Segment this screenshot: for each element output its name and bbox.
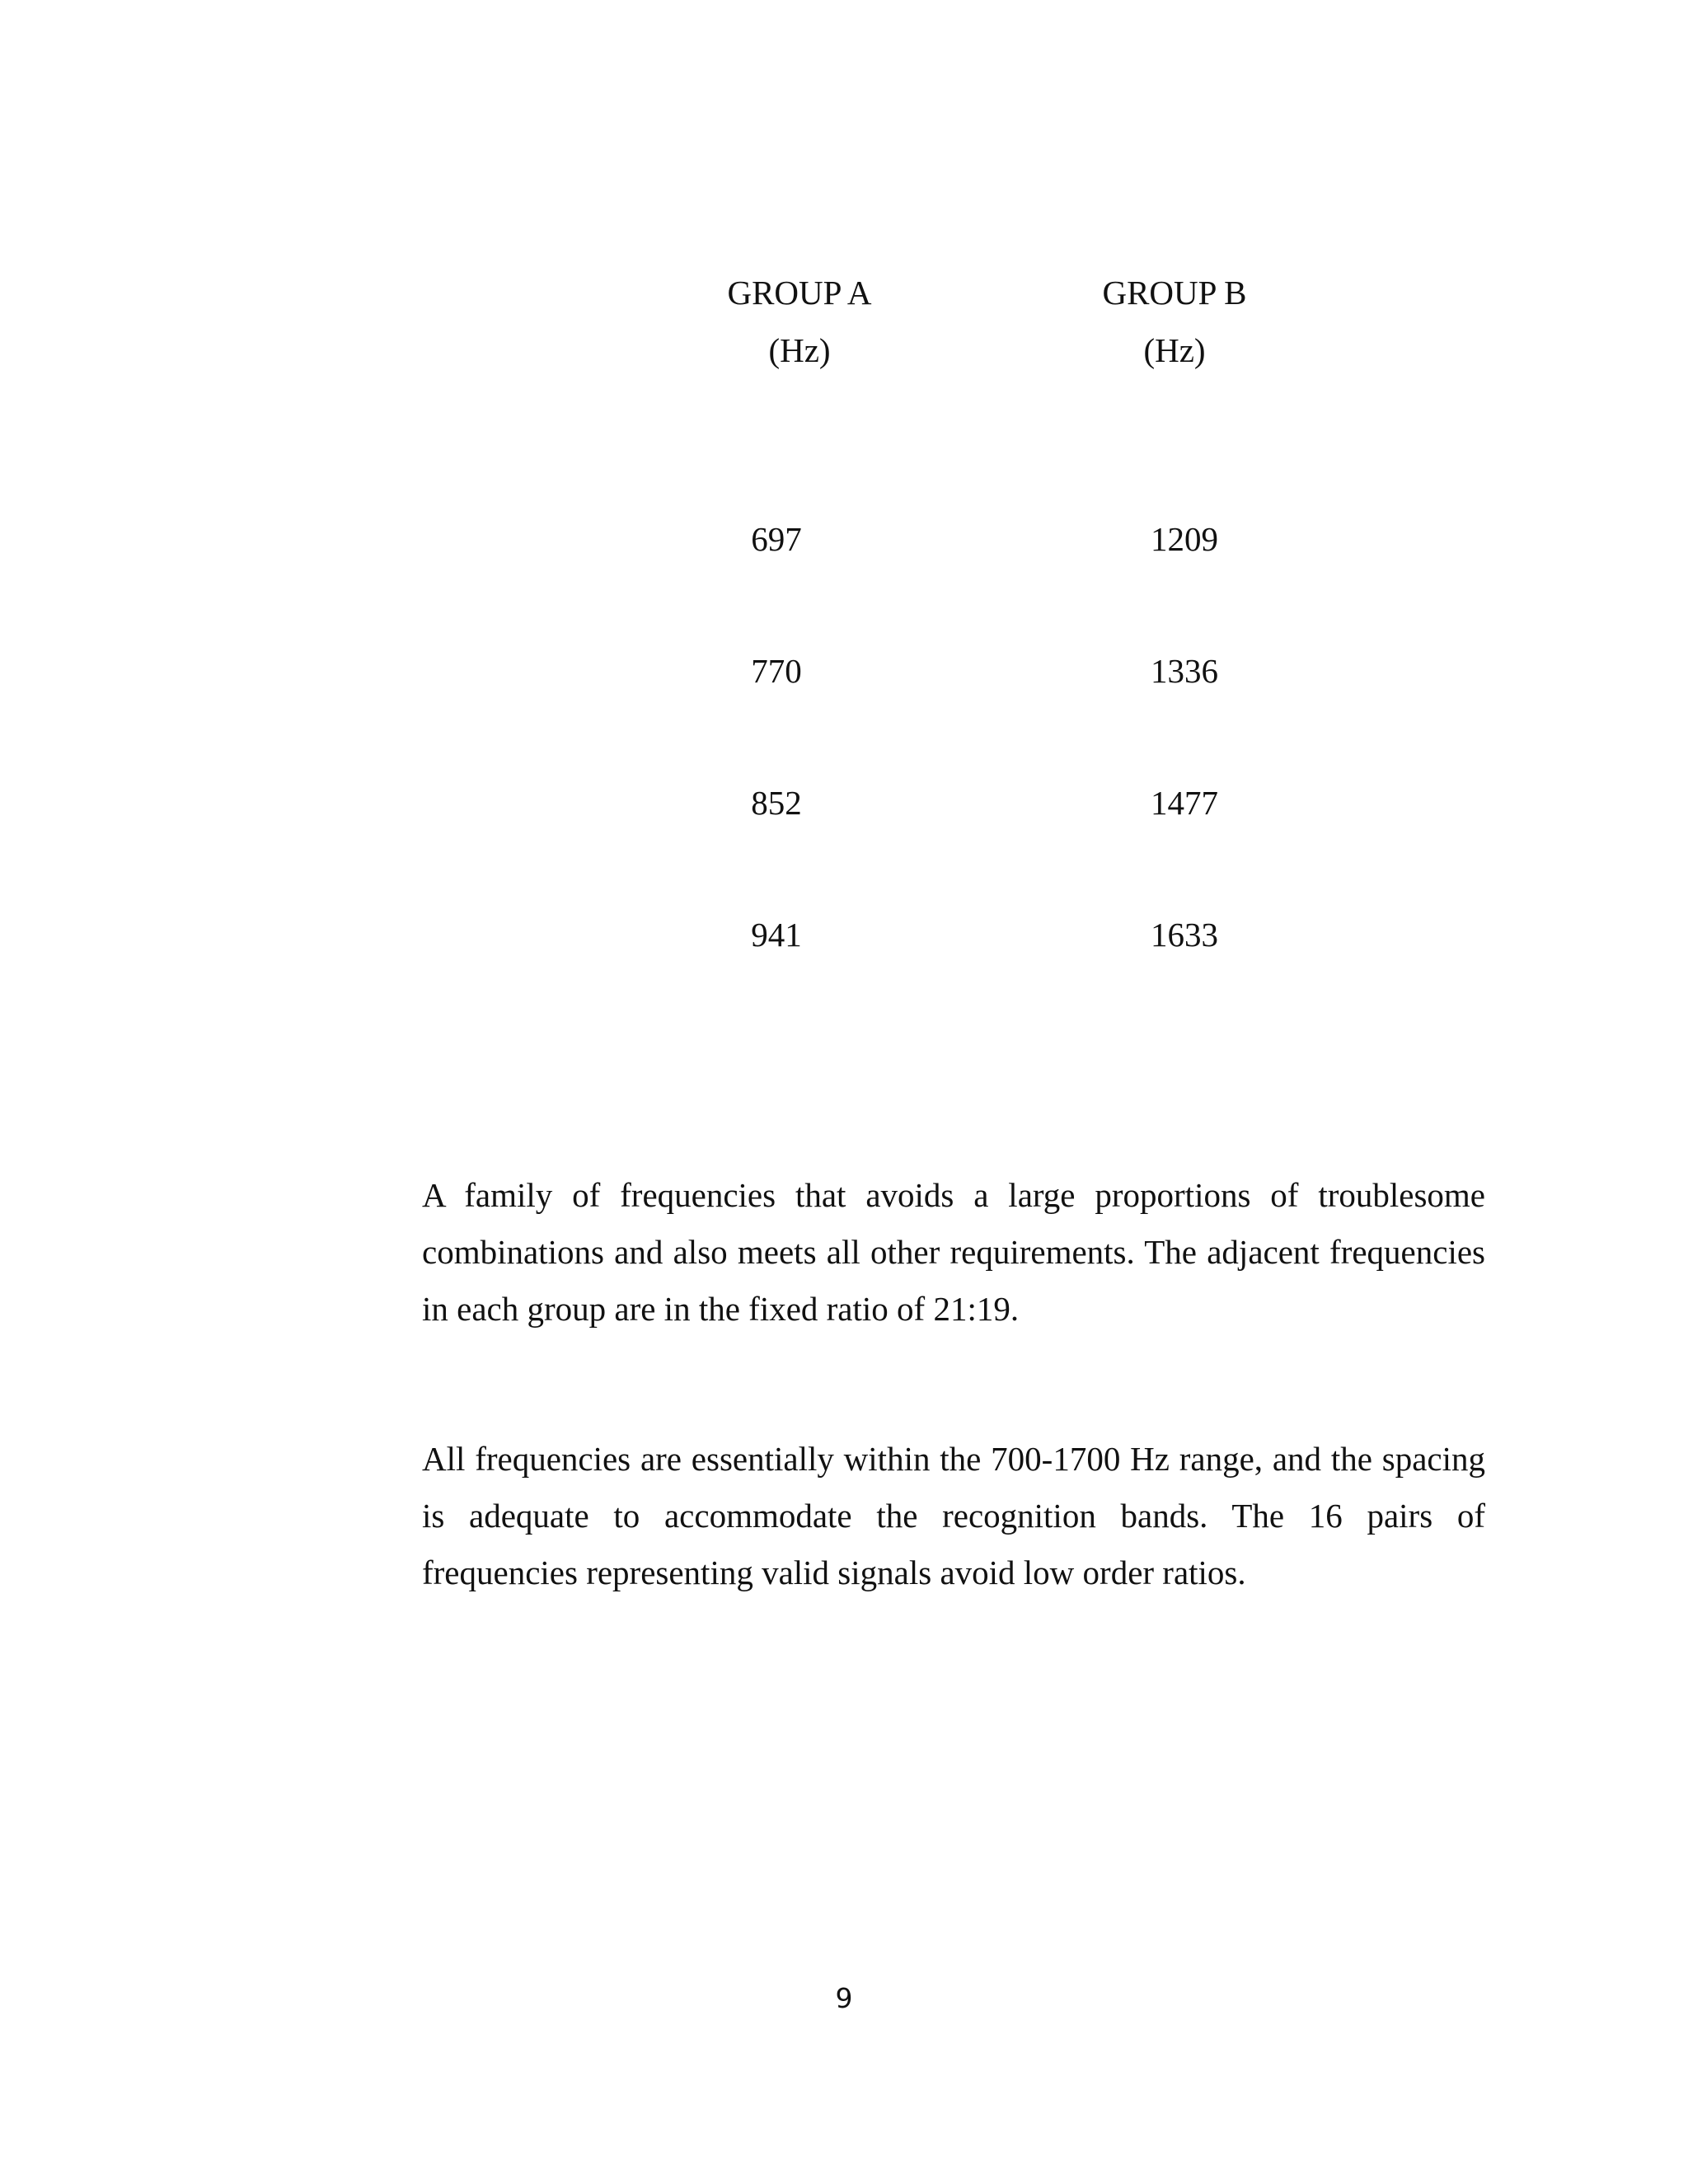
group-b-title: GROUP B bbox=[1102, 274, 1247, 312]
group-b-value: 1336 bbox=[1151, 652, 1218, 690]
paragraph-frequency-range: All frequencies are essentially within the 700-1700 Hz range, and the spacing is adequate to accommodate the recognition bands. The 16 pairs of frequencies representing valid signals avoid low order ratios. bbox=[422, 1440, 1485, 1591]
frequency-table bbox=[676, 264, 1247, 1005]
group-b-unit: (Hz) bbox=[1143, 331, 1206, 369]
group-a-value: 852 bbox=[751, 784, 802, 822]
group-b-value: 1209 bbox=[1151, 520, 1218, 558]
group-a-value: 770 bbox=[751, 652, 802, 690]
group-a-value: 697 bbox=[751, 520, 802, 558]
page-number: 9 bbox=[835, 1982, 853, 2014]
group-a-unit: (Hz) bbox=[768, 331, 831, 369]
group-a-value: 941 bbox=[751, 916, 802, 954]
group-a-column bbox=[676, 264, 923, 954]
group-b-values bbox=[1061, 519, 1308, 1047]
group-b-value: 1477 bbox=[1151, 784, 1218, 822]
group-a-title: GROUP A bbox=[727, 274, 872, 312]
group-b-value: 1633 bbox=[1151, 916, 1218, 954]
group-b-column bbox=[1051, 264, 1298, 954]
paragraph-frequency-family: A family of frequencies that avoids a large proportions of troublesome combinations and also meets all other requirements. The adjacent frequencies in each group are in the fixed ratio of 21:19. bbox=[422, 1176, 1485, 1328]
group-a-values bbox=[653, 519, 900, 1047]
